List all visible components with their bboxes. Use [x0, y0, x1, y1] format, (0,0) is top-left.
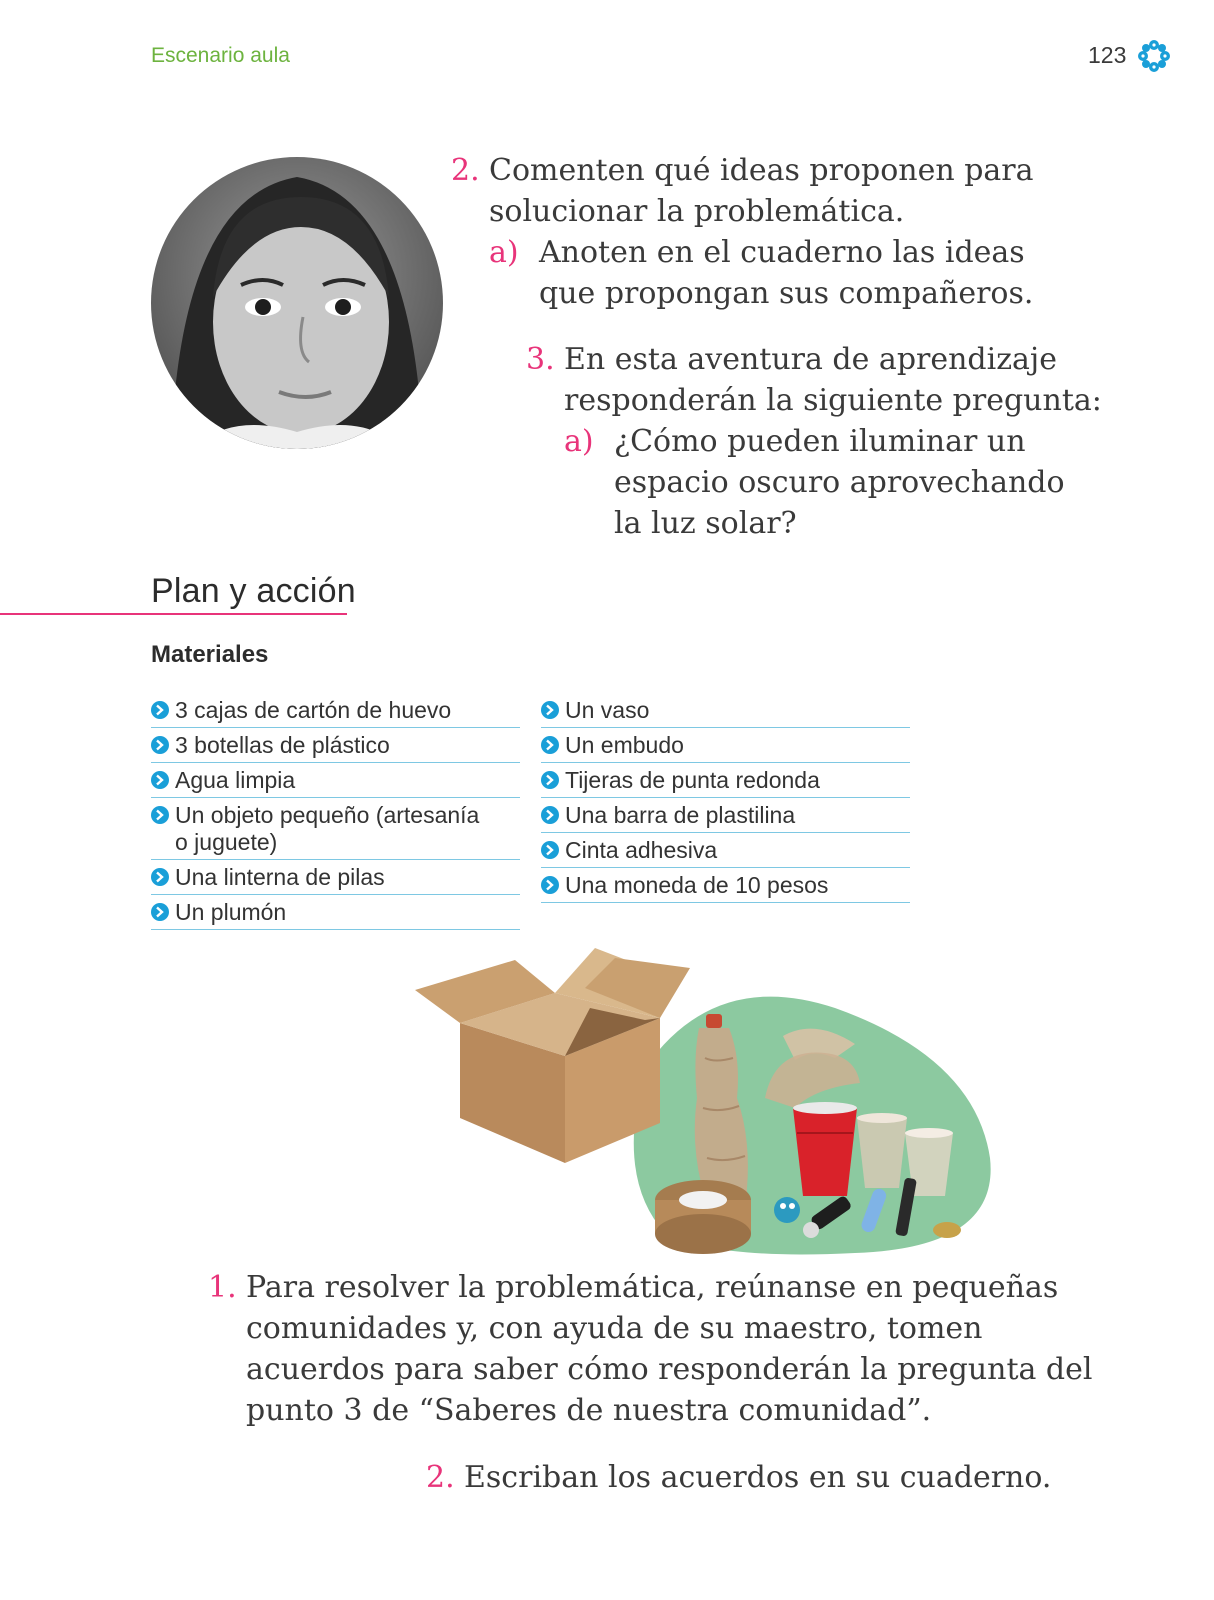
- materials-heading: Materiales: [151, 641, 269, 668]
- list-item: Una barra de plastilina: [541, 798, 910, 833]
- list-item: Agua limpia: [151, 763, 520, 798]
- chevron-right-icon: [541, 876, 559, 894]
- ornament-icon: [1136, 38, 1172, 74]
- list-item: Una linterna de pilas: [151, 860, 520, 895]
- item-number: 3.: [526, 342, 555, 377]
- item-line: espacio oscuro aprovechando: [614, 465, 1065, 500]
- item-line: ¿Cómo pueden iluminar un: [614, 424, 1026, 459]
- chevron-right-icon: [151, 903, 169, 921]
- materials-illustration: [415, 948, 995, 1263]
- question-3: [526, 339, 1102, 421]
- list-item: Una moneda de 10 pesos: [541, 868, 910, 903]
- title-underline: [0, 613, 347, 615]
- item-line: En esta aventura de aprendizaje: [564, 342, 1057, 377]
- item-line: Para resolver la problemática, reúnanse en pequeñas: [246, 1270, 1059, 1305]
- step-1: [208, 1267, 1093, 1431]
- list-item: Cinta adhesiva: [541, 833, 910, 868]
- item-line: Anoten en el cuaderno las ideas: [539, 235, 1025, 270]
- chevron-right-icon: [151, 701, 169, 719]
- red-cup-icon: [793, 1102, 857, 1196]
- student-portrait: [151, 157, 443, 449]
- chevron-right-icon: [541, 841, 559, 859]
- item-line: Escriban los acuerdos en su cuaderno.: [464, 1460, 1052, 1495]
- step-2: [426, 1457, 1052, 1498]
- item-line: comunidades y, con ayuda de su maestro, tomen: [246, 1311, 983, 1346]
- item-line: la luz solar?: [614, 506, 797, 541]
- materials-list-right: [541, 693, 910, 903]
- item-letter: a): [489, 235, 519, 270]
- item-line: solucionar la problemática.: [489, 194, 905, 229]
- list-item: 3 cajas de cartón de huevo: [151, 693, 520, 728]
- chevron-right-icon: [541, 736, 559, 754]
- list-item: Un objeto pequeño (artesanía o juguete): [151, 798, 520, 860]
- chevron-right-icon: [541, 701, 559, 719]
- tape-roll-icon: [655, 1180, 751, 1254]
- question-3a: [564, 421, 1065, 544]
- chevron-right-icon: [541, 771, 559, 789]
- toy-figure-icon: [774, 1197, 800, 1223]
- section-title: Plan y acción: [151, 572, 356, 610]
- chevron-right-icon: [151, 771, 169, 789]
- section-label: Escenario aula: [151, 44, 290, 67]
- item-letter: a): [564, 424, 594, 459]
- item-line: responderán la siguiente pregunta:: [564, 383, 1102, 418]
- item-line: Comenten qué ideas proponen para: [489, 153, 1034, 188]
- list-item: Un vaso: [541, 693, 910, 728]
- chevron-right-icon: [541, 806, 559, 824]
- item-line: punto 3 de “Saberes de nuestra comunidad”.: [246, 1393, 932, 1428]
- coin-icon: [933, 1222, 961, 1238]
- list-item: Un plumón: [151, 895, 520, 930]
- item-number: 2.: [451, 153, 480, 188]
- question-2a: [489, 232, 1034, 314]
- item-line: que propongan sus compañeros.: [539, 276, 1034, 311]
- list-item: Tijeras de punta redonda: [541, 763, 910, 798]
- page-number: 123: [1088, 42, 1127, 68]
- list-item: 3 botellas de plástico: [151, 728, 520, 763]
- item-number: 1.: [208, 1270, 237, 1305]
- item-number: 2.: [426, 1460, 455, 1495]
- chevron-right-icon: [151, 868, 169, 886]
- item-line: acuerdos para saber cómo responderán la pregunta del: [246, 1352, 1093, 1387]
- question-2: [451, 150, 1034, 232]
- chevron-right-icon: [151, 806, 169, 824]
- chevron-right-icon: [151, 736, 169, 754]
- materials-list-left: [151, 693, 520, 930]
- list-item: Un embudo: [541, 728, 910, 763]
